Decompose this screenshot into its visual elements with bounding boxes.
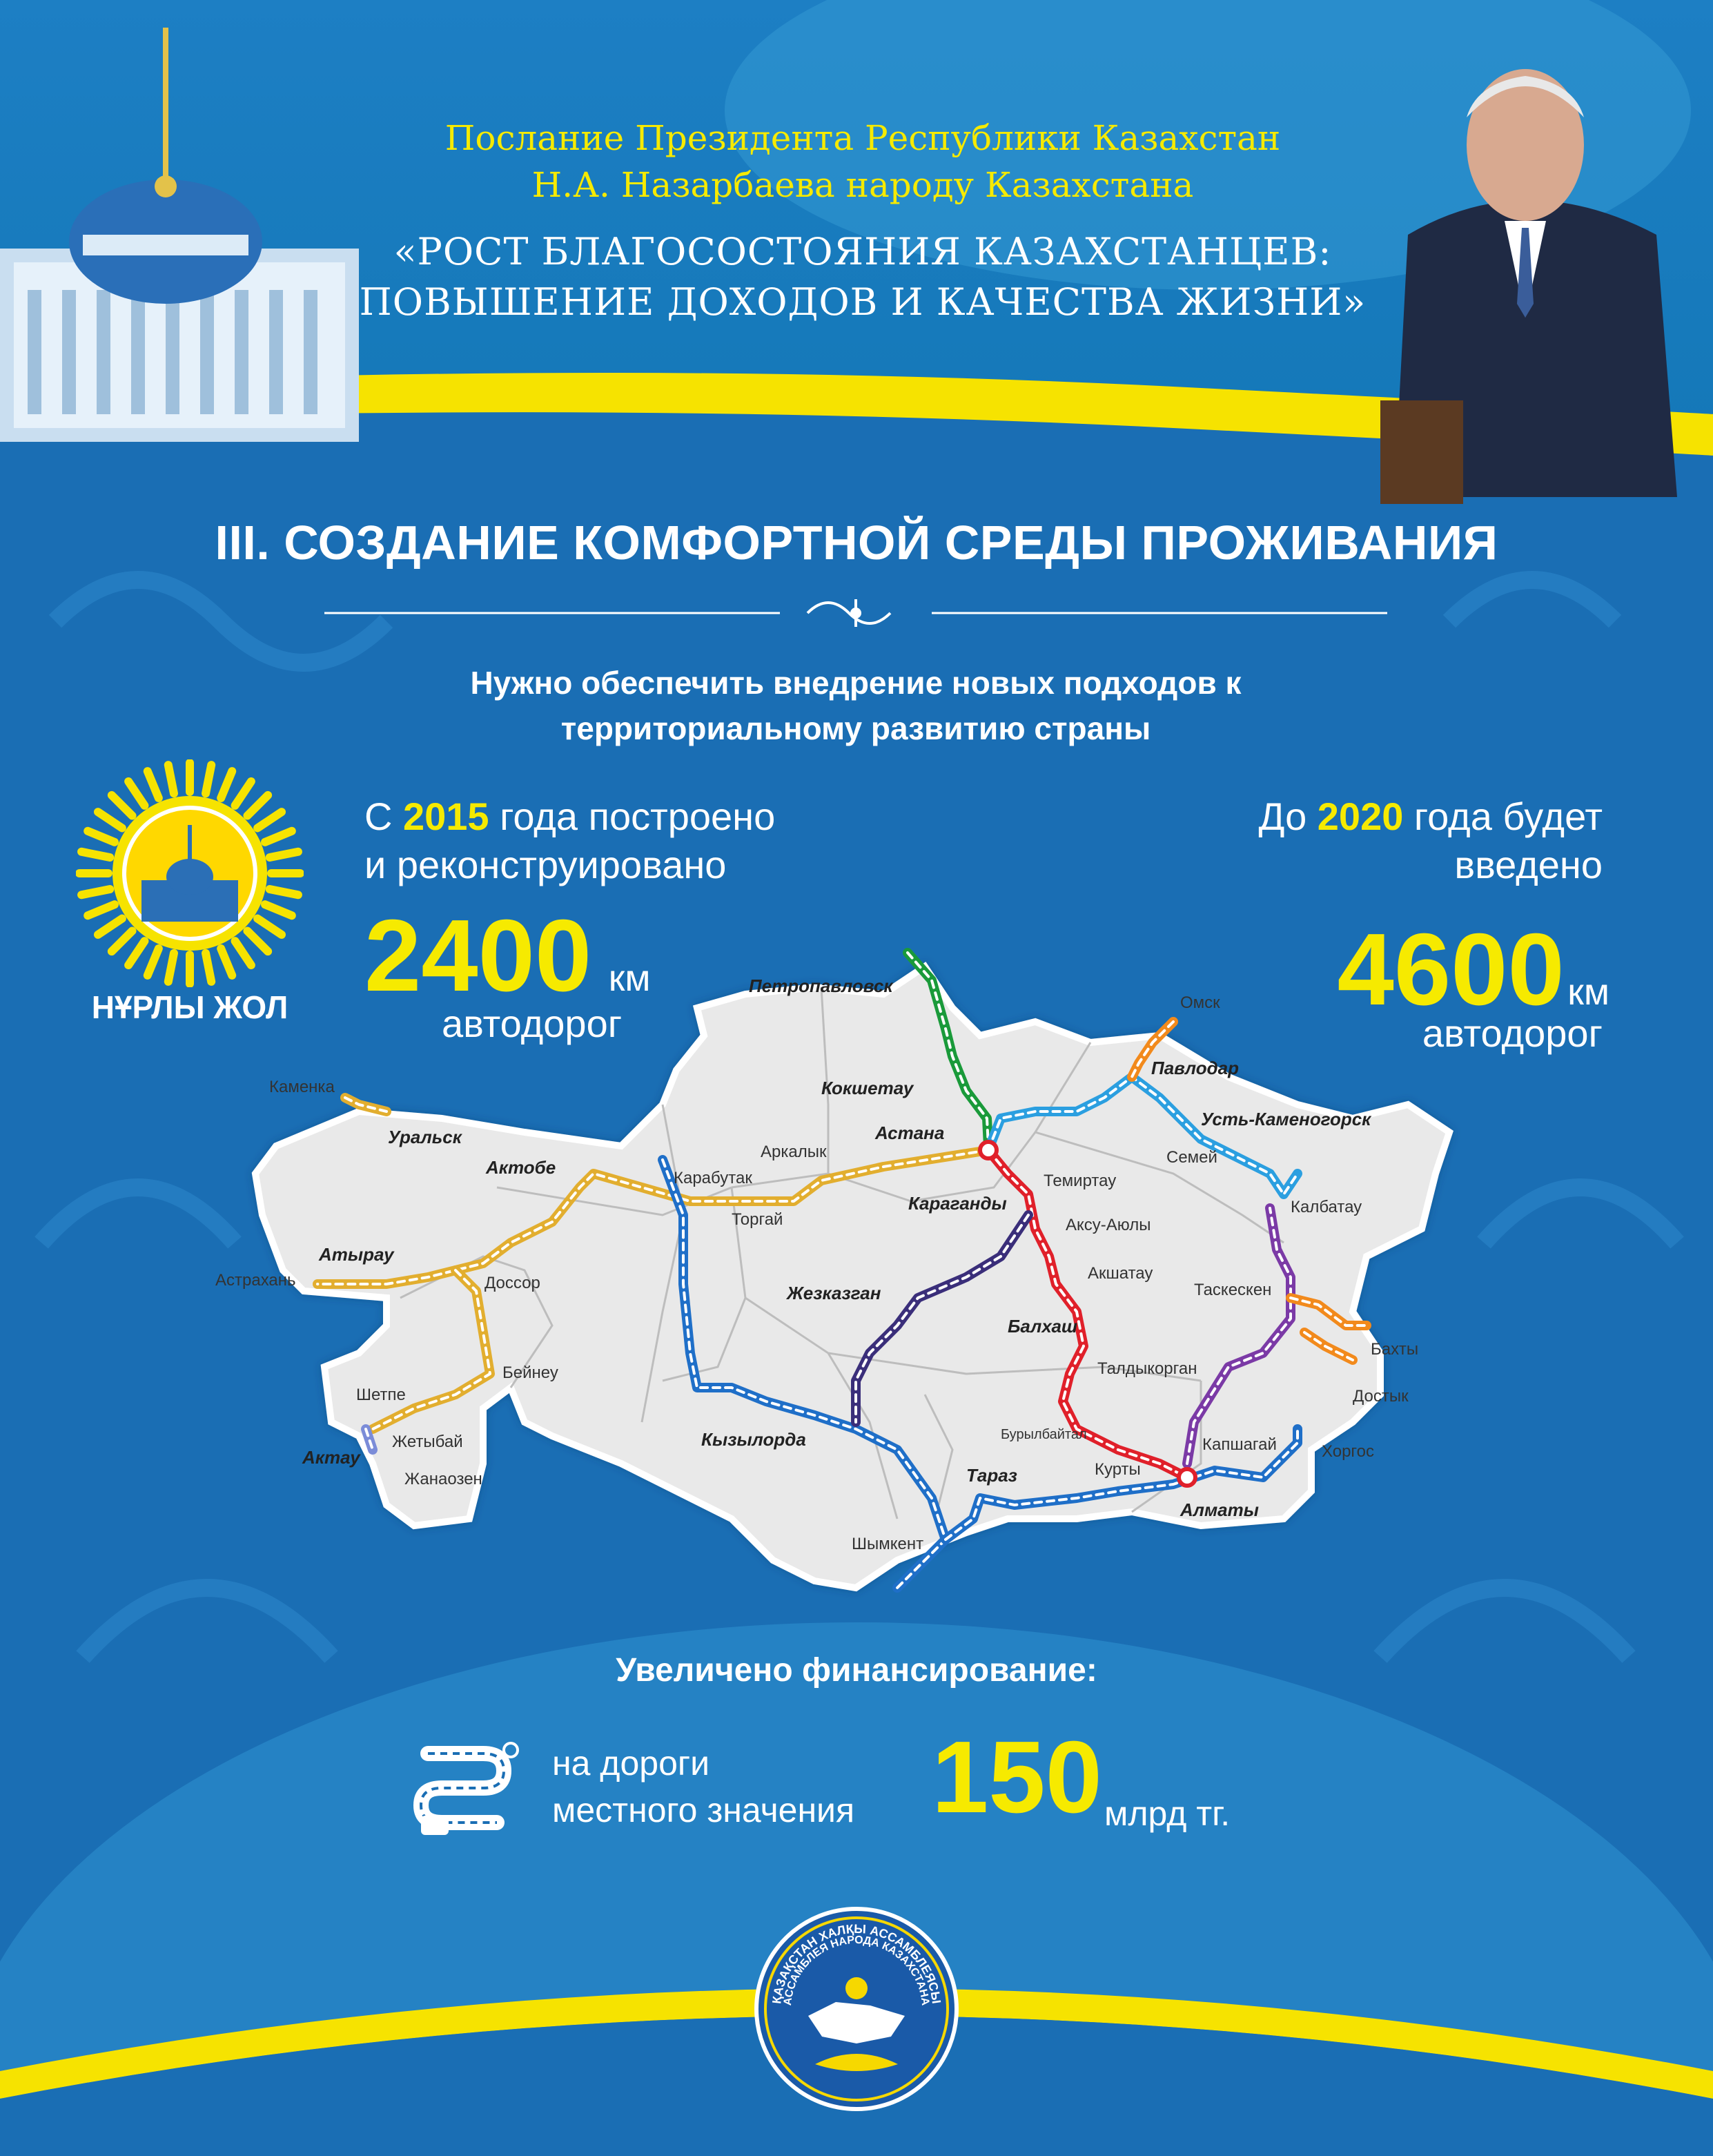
stat-left-line1-rest: года построено [489,795,776,838]
city-shetpe: Шетпе [356,1386,406,1404]
city-kyzylorda: Кызылорда [701,1429,806,1450]
city-astrakhan: Астрахань [215,1271,296,1290]
city-taskesken: Таскескен [1194,1281,1272,1299]
city-ust-kamenogorsk: Усть-Каменогорск [1201,1109,1371,1129]
city-atyrau: Атырау [319,1244,394,1265]
stat-right-caption: автодорог [1422,1011,1603,1055]
emblem-text-top: ҚАЗАҚСТАН ХАЛҚЫ АССАМБЛЕЯСЫ [770,1921,943,2005]
city-zhezkazgan: Жезказган [787,1283,881,1303]
road-route-icon [407,1740,525,1843]
city-zhanaozen: Жанаозен [404,1470,482,1488]
city-aktau: Актау [302,1447,360,1468]
stat-left-year: 2015 [403,795,489,838]
city-zhetybai: Жетыбай [392,1433,463,1451]
city-taldykorgan: Талдыкорган [1097,1359,1197,1378]
city-burylbaital: Бурылбайтал [1001,1427,1087,1442]
city-khorgos: Хоргос [1322,1442,1375,1461]
emblem-text-bottom: АССАМБЛЕЯ НАРОДА КАЗАХСТАНА [782,1934,931,2006]
city-taraz: Тараз [966,1465,1017,1486]
city-kokshetau: Кокшетау [821,1078,914,1098]
stat-left-unit: км [608,958,651,999]
stat-right-value: 4600 [1337,913,1565,1027]
stat-right-unit: км [1567,971,1609,1013]
stat-left-line-2: и реконструировано [364,843,727,886]
header-line-3: «РОСТ БЛАГОСОСТОЯНИЯ КАЗАХСТАНЦЕВ: [393,230,1332,273]
header-line-1: Послание Президента Республики Казахстан [444,118,1281,158]
city-pavlodar: Павлодар [1151,1058,1239,1078]
city-kurty: Курты [1095,1460,1141,1479]
stat-left-caption: автодорог [442,1002,623,1045]
city-dostyk: Достык [1353,1387,1409,1406]
city-aksu-ayuly: Аксу-Аюлы [1066,1216,1151,1234]
city-karagandy: Караганды [908,1193,1007,1214]
city-omsk: Омск [1180,993,1220,1012]
city-almaty: Алматы [1180,1499,1259,1520]
city-temirtau: Темиртау [1044,1172,1117,1190]
funding-description [552,1740,911,1834]
city-aktobe: Актобе [486,1157,556,1178]
city-uralsk: Уральск [388,1127,462,1147]
nurly-zhol-label: НҰРЛЫ ЖОЛ [91,989,288,1025]
header-line-2: Н.А. Назарбаева народу Казахстана [531,165,1194,205]
subtitle-line-2: территориальному развитию страны [560,710,1151,746]
funding-title: Увеличено финансирование: [616,1652,1097,1689]
funding-value: 150 [932,1720,1102,1834]
header-line-4: ПОВЫШЕНИЕ ДОХОДОВ И КАЧЕСТВА ЖИЗНИ» [359,280,1367,324]
city-akshatau: Акшатау [1088,1264,1153,1283]
astana-node [980,1142,997,1158]
city-karabutak: Карабутак [674,1169,752,1187]
stat-right-prefix: До [1258,795,1318,838]
stat-right-line-2: введено [1454,843,1603,886]
funding-line-1: на дороги [552,1744,710,1783]
city-dossor: Доссор [484,1274,540,1292]
stat-left-prefix: С [364,795,403,838]
city-torgai: Торгай [732,1210,783,1229]
city-arkalyk: Аркалык [761,1143,827,1161]
city-petropavlovsk: Петропавловск [749,975,893,996]
city-kamenka: Каменка [269,1078,335,1096]
city-semey: Семей [1166,1148,1217,1167]
city-shymkent: Шымкент [852,1535,924,1553]
funding-line-2: местного значения [552,1791,855,1829]
city-kalbatau: Калбатау [1291,1198,1362,1216]
almaty-node [1179,1469,1195,1486]
city-beineu: Бейнеу [502,1363,558,1382]
stat-right-line1-rest: года будет [1403,795,1603,838]
assembly-emblem [753,1905,960,2113]
stat-right-year: 2020 [1317,795,1404,838]
funding-unit: млрд тг. [1104,1794,1231,1833]
city-bakhty: Бахты [1371,1340,1419,1359]
city-astana: Астана [875,1123,945,1143]
stat-left-value: 2400 [364,899,592,1013]
subtitle-line-1: Нужно обеспечить внедрение новых подходов к [470,665,1242,701]
section-title: III. СОЗДАНИЕ КОМФОРТНОЙ СРЕДЫ ПРОЖИВАНИЯ [215,516,1498,570]
city-balkhash: Балхаш [1008,1316,1078,1337]
city-kapshagai: Капшагай [1202,1435,1277,1454]
